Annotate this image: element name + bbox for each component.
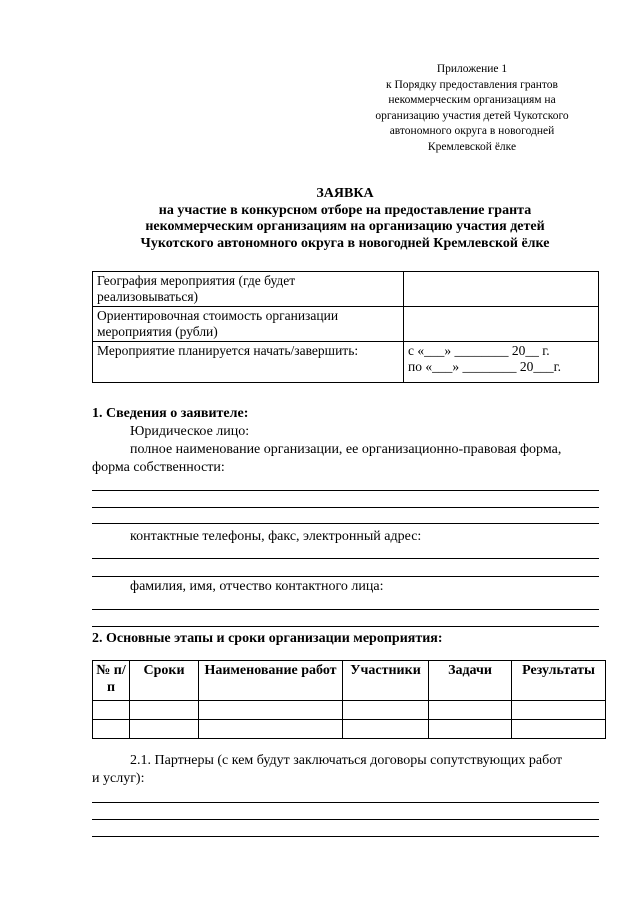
appendix-line: Приложение 1 (436, 63, 508, 75)
stages-table (92, 660, 606, 739)
fill-line[interactable] (92, 802, 599, 803)
table-cell[interactable] (512, 720, 606, 739)
col-terms: Сроки (130, 661, 199, 701)
table-row (93, 720, 606, 739)
table-cell[interactable] (343, 701, 429, 720)
title-line: Чукотского автономного округа в новогодней Кремлевской ёлке (140, 235, 550, 251)
title-line: на участие в конкурсном отборе на предоставление гранта (158, 202, 532, 218)
table-cell[interactable] (130, 720, 199, 739)
section2-heading: 2. Основные этапы и сроки организации мероприятия: (92, 631, 443, 646)
legal-entity-label: Юридическое лицо: (130, 424, 250, 439)
col-works: Наименование работ (199, 661, 343, 701)
table-cell[interactable] (199, 701, 343, 720)
table-cell[interactable] (93, 701, 130, 720)
section1-heading: 1. Сведения о заявителе: (92, 406, 249, 421)
contacts-label: контактные телефоны, факс, электронный адрес: (130, 529, 422, 544)
org-name-label-cont: форма собственности: (92, 460, 225, 475)
table-row (93, 272, 599, 307)
document-title (92, 186, 598, 252)
table-cell[interactable] (93, 720, 130, 739)
dates-value[interactable] (404, 342, 599, 383)
appendix-line: организацию участия детей Чукотского (375, 109, 569, 122)
partners-label-cont: и услуг): (92, 771, 145, 786)
dates-label: Мероприятие планируется начать/завершить: (93, 342, 404, 383)
col-tasks: Задачи (429, 661, 512, 701)
fill-line[interactable] (92, 819, 599, 820)
table-row (93, 342, 599, 383)
table-cell[interactable] (199, 720, 343, 739)
appendix-line: некоммерческим организациям на (388, 94, 556, 106)
table-cell[interactable] (130, 701, 199, 720)
appendix-note (352, 62, 592, 155)
partners-label: 2.1. Партнеры (с кем будут заключаться договоры сопутствующих работ (130, 753, 563, 768)
table-cell[interactable] (429, 701, 512, 720)
appendix-line: автономного округа в новогодней (389, 125, 555, 137)
col-number: № п/п (93, 661, 130, 701)
cost-label: Ориентировочная стоимость организации мероприятия (рубли) (93, 307, 404, 342)
table-header-row (93, 661, 606, 701)
geography-label: География мероприятия (где будет реализовываться) (93, 272, 404, 307)
appendix-line: Кремлевской ёлке (427, 140, 517, 153)
end-date: по «___» ________ 20___г. (408, 358, 561, 374)
table-row (93, 701, 606, 720)
contact-person-label: фамилия, имя, отчество контактного лица: (130, 579, 384, 594)
geography-value[interactable] (404, 272, 599, 307)
start-date: с «___» ________ 20__ г. (408, 343, 550, 358)
fill-line[interactable] (92, 507, 599, 508)
cost-value[interactable] (404, 307, 599, 342)
appendix-line: к Порядку предоставления грантов (386, 78, 558, 91)
fill-line[interactable] (92, 609, 599, 610)
col-results: Результаты (512, 661, 606, 701)
title-heading: ЗАЯВКА (316, 186, 374, 201)
title-line: некоммерческим организациям на организацию участия детей (145, 219, 545, 234)
fill-line[interactable] (92, 626, 599, 627)
col-participants: Участники (343, 661, 429, 701)
fill-line[interactable] (92, 576, 599, 577)
fill-line[interactable] (92, 836, 599, 837)
table-row (93, 307, 599, 342)
fill-line[interactable] (92, 558, 599, 559)
org-name-label: полное наименование организации, ее организационно-правовая форма, (130, 442, 562, 457)
table-cell[interactable] (512, 701, 606, 720)
event-info-table (92, 271, 599, 383)
fill-line[interactable] (92, 490, 599, 491)
table-cell[interactable] (343, 720, 429, 739)
table-cell[interactable] (429, 720, 512, 739)
fill-line[interactable] (92, 523, 599, 524)
